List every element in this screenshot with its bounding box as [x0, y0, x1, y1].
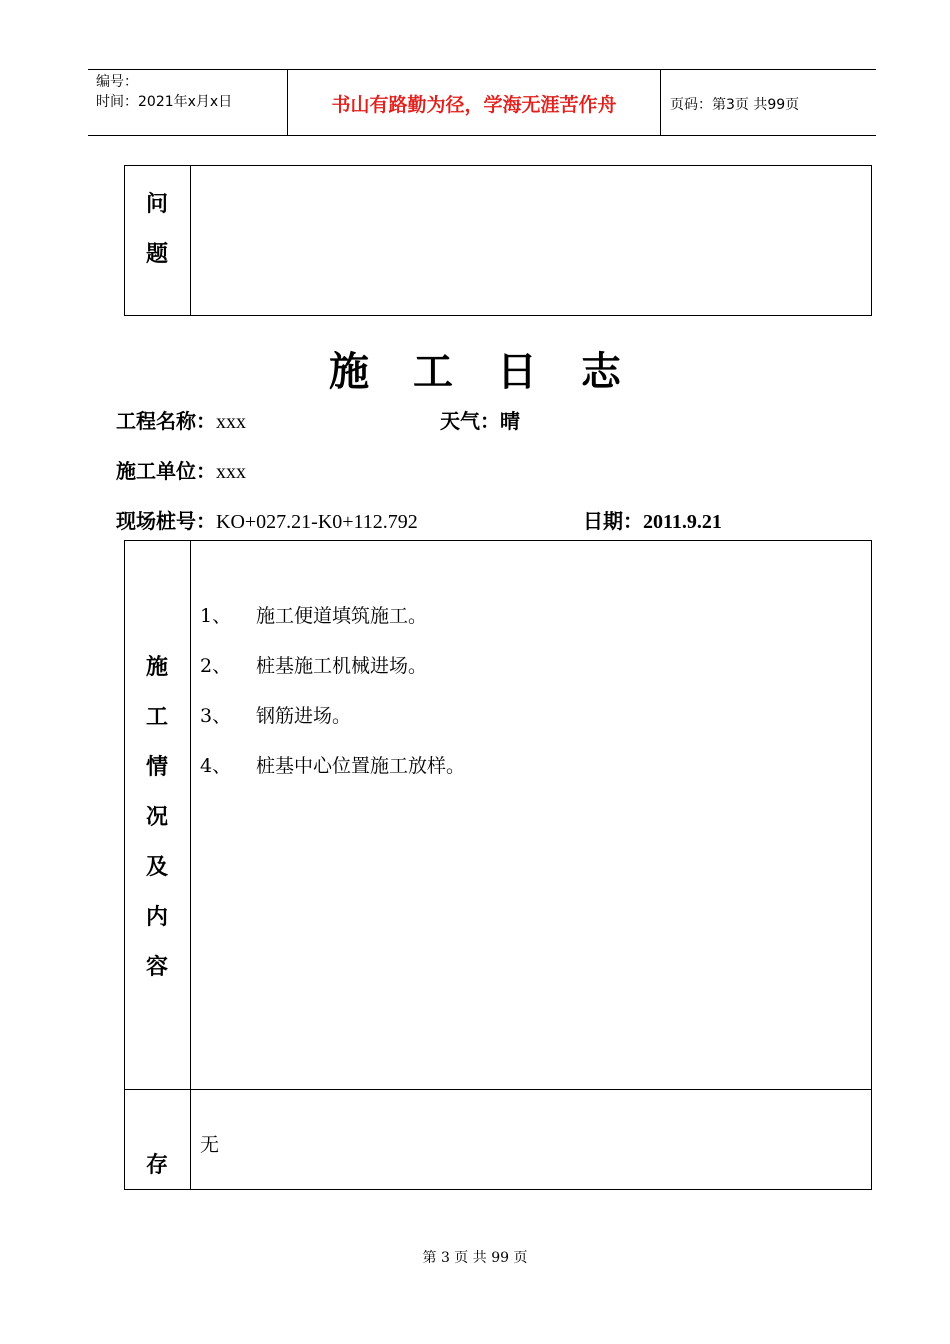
date-value: 2011.9.21 [643, 511, 722, 533]
existing-issues-label: 存 [145, 1153, 168, 1178]
header-divider-2 [660, 69, 661, 136]
list-item [200, 603, 465, 653]
station-label: 现场桩号： [116, 509, 216, 533]
list-item [200, 703, 465, 753]
issues-label-char: 题 [145, 242, 168, 267]
header-page-info: 页码：第3页 共99页 [670, 97, 800, 113]
header-top-rule [88, 69, 876, 70]
unit-label: 施工单位： [116, 459, 216, 483]
content-label-char: 工 [145, 705, 168, 730]
station-field [116, 505, 418, 534]
unit-value: xxx [216, 461, 246, 483]
list-item-text: 施工便道填筑施工。 [256, 605, 428, 627]
header-meta [96, 72, 232, 112]
list-item [200, 653, 465, 703]
list-item-number: 1、 [200, 605, 232, 627]
content-label-char: 及 [145, 855, 168, 880]
content-label-char: 内 [145, 905, 168, 930]
list-item-number: 3、 [200, 705, 232, 727]
log-table-row-rule [124, 1089, 872, 1090]
content-label-char: 施 [145, 655, 168, 680]
list-item-text: 钢筋进场。 [256, 705, 352, 727]
date-field [583, 505, 722, 534]
time-label: 时间：2021年x月x日 [96, 94, 233, 110]
work-items-list [200, 603, 465, 803]
existing-issues-value: 无 [200, 1134, 220, 1156]
date-label: 日期： [583, 509, 643, 533]
weather-label: 天气： [440, 409, 500, 433]
log-table-divider [190, 540, 191, 1190]
station-value: KO+027.21-K0+112.792 [216, 511, 418, 533]
construction-content-label [124, 643, 190, 993]
page-title: 施工日志 [329, 349, 665, 395]
content-label-char: 容 [145, 955, 168, 980]
issues-table-divider [190, 165, 191, 316]
project-name-label: 工程名称： [116, 409, 216, 433]
list-item-number: 4、 [200, 755, 232, 777]
list-item-text: 桩基中心位置施工放样。 [256, 755, 466, 777]
content-label-char: 况 [145, 805, 168, 830]
list-item-number: 2、 [200, 655, 232, 677]
project-name-value: xxx [216, 411, 246, 433]
weather-value: 晴 [500, 409, 520, 433]
project-name-field [116, 405, 246, 434]
header-motto: 书山有路勤为径，学海无涯苦作舟 [331, 94, 617, 116]
page-footer: 第 3 页 共 99 页 [422, 1250, 528, 1266]
list-item [200, 753, 465, 803]
issues-label [124, 180, 190, 280]
unit-field [116, 455, 246, 484]
issues-table [124, 165, 872, 316]
serial-label: 编号： [96, 74, 138, 90]
header-bottom-rule [88, 135, 876, 136]
weather-field [440, 405, 520, 434]
list-item-text: 桩基施工机械进场。 [256, 655, 428, 677]
issues-label-char: 问 [145, 192, 168, 217]
content-label-char: 情 [145, 755, 168, 780]
